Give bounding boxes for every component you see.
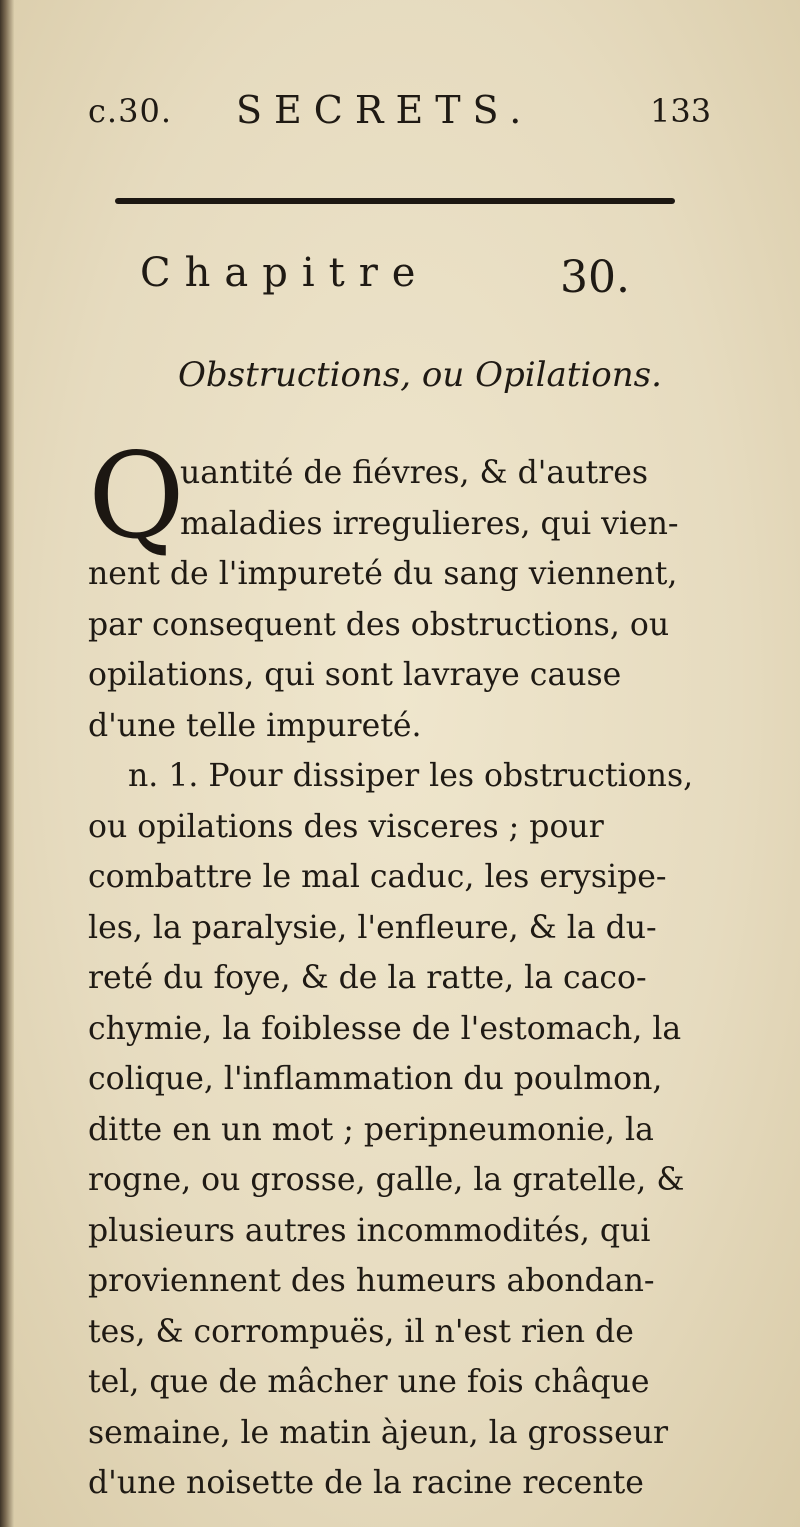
text-line: n. 1. Pour dissiper les obstructions, <box>128 758 694 794</box>
body-text <box>88 427 738 1509</box>
text-line: chymie, la foiblesse de l'estomach, la <box>88 1010 682 1047</box>
text-line: opilations, qui sont lavraye cause <box>88 657 622 693</box>
text-line: tel, que de mâcher une fois châque <box>88 1364 650 1400</box>
text-line: les, la paralysie, l'enfleure, & la du- <box>88 909 657 946</box>
text-line: maladies irregulieres, qui vien- <box>180 505 679 542</box>
drop-cap: Q <box>88 427 185 565</box>
chapter-subtitle: Obstructions, ou Opilations. <box>178 355 662 395</box>
page-gutter <box>0 0 14 1527</box>
text-line: ou opilations des visceres ; pour <box>88 808 604 845</box>
text-line: tes, & corrompuës, il n'est rien de <box>88 1313 634 1350</box>
text-line: colique, l'inflammation du poulmon, <box>88 1061 663 1097</box>
text-line: ditte en un mot ; peripneumonie, la <box>88 1111 654 1148</box>
chapter-number: 30. <box>560 252 630 303</box>
text-line: uantité de fiévres, & d'autres <box>180 455 649 491</box>
text-line: plusieurs autres incommodités, qui <box>88 1212 651 1249</box>
header-rule <box>115 198 675 204</box>
chapter-heading <box>140 250 740 310</box>
text-line: reté du foye, & de la ratte, la caco- <box>88 960 647 996</box>
text-line: d'une telle impureté. <box>88 707 422 744</box>
running-title: SECRETS. <box>236 88 534 132</box>
text-line: semaine, le matin àjeun, la grosseur <box>88 1414 669 1451</box>
text-line: d'une noisette de la racine recente <box>88 1465 644 1501</box>
text-line: rogne, ou grosse, galle, la gratelle, & <box>88 1162 685 1198</box>
page-number: 133 <box>650 92 712 130</box>
text-line: par consequent des obstructions, ou <box>88 606 670 643</box>
text-line: nent de l'impureté du sang viennent, <box>88 556 678 592</box>
text-line: proviennent des humeurs abondan- <box>88 1263 655 1299</box>
chapter-reference: c.30. <box>88 92 172 130</box>
running-header <box>88 88 778 152</box>
chapter-word: Chapitre <box>140 250 430 296</box>
text-line: combattre le mal caduc, les erysipe- <box>88 859 667 895</box>
